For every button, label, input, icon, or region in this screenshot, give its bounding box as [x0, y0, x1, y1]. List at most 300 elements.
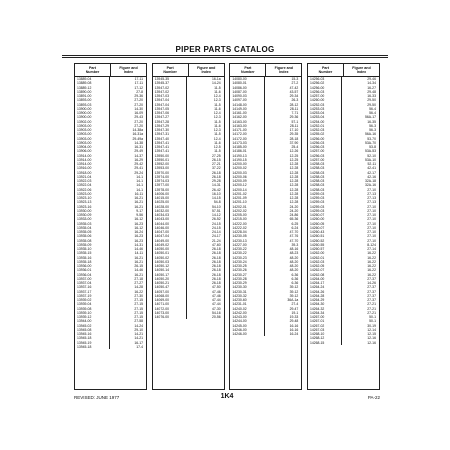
part-number: 14267-00 — [308, 315, 343, 319]
part-number: 14171-00 — [230, 128, 265, 132]
part-number: 13900-00 — [75, 107, 110, 111]
part-number: 13923-10 — [75, 196, 110, 200]
part-number: 13891-00 — [75, 94, 110, 98]
part-number: 14243-00 — [230, 315, 265, 319]
table-row — [308, 341, 379, 345]
column-header — [308, 64, 379, 77]
figure-index: 29-47 — [289, 306, 299, 311]
column-header — [75, 64, 146, 77]
part-number: 14015-00 — [153, 196, 188, 200]
part-number: 14172-00 — [230, 137, 265, 141]
figure-index: 29-46 — [367, 77, 376, 81]
part-number: 14264-32 — [308, 307, 343, 311]
figure-index: 26-18 — [211, 276, 221, 281]
figure-index: 48-20 — [289, 255, 299, 260]
figure-index: 12-28 — [289, 170, 299, 175]
figure-index: 17-12 — [134, 85, 143, 90]
figure-index: 29-50 — [367, 102, 376, 107]
figure-index: 47-50 — [211, 285, 221, 290]
figure-index: 16-09 — [134, 111, 143, 115]
figure-index: 16-23 — [134, 238, 143, 243]
part-number: 13974-03 — [153, 179, 188, 183]
figure-index: 8-124 — [367, 242, 376, 247]
part-number: 14258-03 — [308, 183, 343, 187]
figure-index: 27-10 — [367, 225, 376, 230]
part-number: 14264-28 — [308, 294, 343, 298]
part-number: 13947-03 — [153, 94, 188, 98]
part-number: 13923-16 — [75, 205, 110, 209]
figure-index: 14-1 — [136, 174, 143, 179]
figure-index: 26-15 — [211, 157, 221, 162]
part-number: 13889-08 — [75, 81, 110, 85]
figure-index: 42-41 — [367, 166, 376, 171]
part-number: 14173-03 — [230, 141, 265, 145]
part-number: 14259-03 — [308, 205, 343, 209]
part-number: 13893-03 — [75, 103, 110, 107]
figure-index: 11-6 — [214, 140, 221, 145]
part-number: 14172-00 — [230, 132, 265, 136]
figure-index: 12-28 — [289, 196, 299, 200]
figure-index: 27-10 — [367, 234, 376, 239]
part-number: 13947-04 — [153, 98, 188, 102]
part-number: 14256-03 — [308, 77, 343, 81]
figure-index: 16-31 — [134, 145, 143, 149]
figure-index: 16-11 — [134, 191, 143, 196]
figure-index: 29-49 — [134, 149, 143, 154]
part-number: 13939-04 — [75, 302, 110, 306]
part-number: 14260-07 — [308, 213, 343, 217]
figure-index: 16-35 — [367, 119, 376, 124]
figure-index: 20-56 — [211, 315, 221, 319]
figure-index: 14-24 — [211, 81, 221, 86]
figure-index: 36A-1a — [287, 298, 299, 302]
figure-index: 53-70 — [367, 136, 376, 141]
figure-index: 12-25 — [289, 157, 299, 162]
part-number: 14050-21 — [153, 281, 188, 285]
figure-index: 16-23 — [134, 234, 143, 239]
part-number: 14257-00 — [308, 158, 343, 162]
figure-index: 12-25 — [289, 153, 299, 158]
figure-index: 56-4 — [369, 106, 376, 111]
figure-index: 16-21 — [134, 259, 143, 264]
figure-index: 14-28 — [134, 285, 143, 290]
catalog-title: PIPER PARTS CATALOG — [175, 45, 275, 54]
figure-index: 47-60 — [211, 242, 221, 247]
part-number: 14047-00 — [153, 230, 188, 234]
rows-column-4 — [308, 77, 379, 345]
part-number: 14162-00 — [230, 115, 265, 119]
figure-index: 16-21 — [134, 204, 143, 209]
figure-index: 50-1 — [369, 319, 376, 324]
part-number: 13937-04 — [75, 281, 110, 285]
figure-index: 11-6 — [214, 123, 221, 128]
part-number: 14202-01 — [230, 205, 265, 209]
figure-index: 14-1 — [136, 183, 143, 188]
part-number: 13935-15 — [75, 251, 110, 255]
part-number: 14222-00 — [230, 222, 265, 226]
part-number: 14258-03 — [308, 188, 343, 192]
part-number: 14257-00 — [308, 149, 343, 153]
figure-index: 42-16 — [367, 174, 376, 179]
figure-index: 6-36 — [291, 281, 299, 285]
figure-index: 21-24 — [211, 238, 221, 243]
part-number: 14258-03 — [308, 162, 343, 166]
part-number: 14230-25 — [230, 264, 265, 268]
figure-index: 48-20 — [289, 268, 299, 273]
figure-index: 39-12 — [289, 285, 299, 290]
part-number: 13974-00 — [153, 175, 188, 179]
figure-index: 28-12 — [289, 102, 299, 107]
part-number: 14148-00 — [230, 103, 265, 107]
figure-index: 28-18 — [289, 136, 299, 141]
part-number: 13947-02 — [153, 86, 188, 90]
figure-index-header: Figure and Index — [119, 65, 138, 74]
figure-index: 17-11 — [134, 77, 143, 81]
part-number: 13977-00 — [153, 183, 188, 187]
part-number: 13923-00 — [75, 192, 110, 196]
part-number: 14050-12 — [153, 264, 188, 268]
figure-index: 24-20 — [289, 208, 299, 213]
figure-index: 27-2 — [291, 81, 299, 86]
part-number: 13939-08 — [75, 307, 110, 311]
figure-index: 27-27 — [134, 281, 143, 285]
part-number: 13936-00 — [75, 264, 110, 268]
figure-index: 16-22 — [134, 289, 143, 294]
figure-index: 27-25 — [211, 153, 221, 158]
figure-index: 16-16 — [289, 327, 299, 332]
figure-index: 12-28 — [289, 187, 299, 192]
parts-column-4 — [307, 63, 380, 390]
figure-index: 12-28 — [289, 179, 299, 183]
figure-index: 11-5 — [214, 85, 221, 90]
part-number: 13935-16 — [75, 256, 110, 260]
part-number: 14047-04 — [153, 234, 188, 238]
figure-index: 29-10 — [134, 327, 143, 332]
part-number: 13945-08 — [75, 328, 110, 332]
figure-index: 12-26 — [289, 149, 299, 154]
figure-index: 17-11 — [134, 81, 143, 86]
figure-index: 37-90 — [289, 140, 299, 145]
figure-index: 39-3 — [291, 242, 299, 247]
figure-index: 6-25 — [291, 221, 299, 226]
part-number: 14080-00 — [230, 77, 265, 81]
part-number: 13914-00 — [75, 154, 110, 158]
figure-index: 9-17 — [136, 208, 143, 213]
part-number: 13935-18 — [75, 260, 110, 264]
part-number: 14264-29 — [308, 298, 343, 302]
figure-index: 16-12 — [134, 225, 143, 230]
part-number: 14080-01 — [230, 81, 265, 85]
part-number: 13935-10 — [75, 247, 110, 251]
part-number: 13939-10 — [75, 311, 110, 315]
part-number: 14268-10 — [308, 332, 343, 336]
figure-index: 9-56 — [136, 213, 143, 217]
part-number: 14230-60 — [230, 298, 265, 302]
figure-index: 47-30 — [211, 306, 221, 311]
part-number: 14050-03 — [153, 260, 188, 264]
part-number: 14050-14 — [153, 268, 188, 272]
part-number: 14257-00 — [308, 94, 343, 98]
part-number: 14073-00 — [153, 311, 188, 315]
part-number: 13930-09 — [75, 213, 110, 217]
part-number: 13950-00 — [153, 154, 188, 158]
part-number: 13906-00 — [75, 149, 110, 153]
figure-index: 27-15 — [134, 315, 143, 319]
part-number: 14163-00 — [230, 124, 265, 128]
figure-index: 39-12 — [289, 289, 299, 294]
figure-index: 27-15 — [134, 302, 143, 307]
part-number: 13935-04 — [75, 226, 110, 230]
figure-index: 6-36 — [291, 276, 299, 281]
figure-index: 26-18 — [211, 264, 221, 268]
figure-index: 27-58 — [134, 319, 143, 324]
figure-index: 56A-16 — [365, 132, 376, 137]
part-number: 13947-04 — [153, 103, 188, 107]
part-number: 13947-06 — [153, 111, 188, 115]
part-number: 14069-00 — [153, 298, 188, 302]
part-number: 13947-31 — [153, 132, 188, 136]
figure-index: 12-4 — [213, 94, 221, 98]
figure-index: 29-41 — [134, 166, 143, 171]
figure-index: 16-10 — [211, 191, 221, 196]
part-number: 14262-05 — [308, 264, 343, 268]
figure-index: 12-3 — [213, 115, 221, 120]
part-number: 14028-00 — [153, 205, 188, 209]
part-number: 13889-12 — [75, 86, 110, 90]
part-number: 14200-12 — [230, 183, 265, 187]
part-number: 14050-01 — [153, 251, 188, 255]
figure-index: 16-22 — [367, 251, 376, 256]
figure-index: 24-15 — [211, 221, 221, 226]
figure-index: 17-10 — [289, 128, 299, 132]
part-number: 13947-40 — [153, 137, 188, 141]
part-number: 14256-00 — [308, 86, 343, 90]
figure-index: 16-21 — [134, 255, 143, 260]
part-number: 14200-06 — [230, 175, 265, 179]
part-number: 14050-00 — [153, 247, 188, 251]
figure-index: 12-28 — [289, 174, 299, 179]
part-number: 14253-04 — [308, 111, 343, 115]
figure-index: 25-4 — [291, 145, 299, 149]
figure-index: 27-13 — [367, 191, 376, 196]
part-number: 14200-03 — [230, 171, 265, 175]
part-number: 14050-47 — [153, 285, 188, 289]
part-number: 13893-00 — [75, 98, 110, 102]
figure-index: 26-18 — [211, 251, 221, 256]
part-number: 13945-02 — [75, 324, 110, 328]
page-number: PA-22 — [367, 395, 380, 400]
figure-index: 43-57 — [289, 89, 299, 94]
part-number: 13903-00 — [75, 141, 110, 145]
figure-index: 24-15 — [211, 225, 221, 230]
parts-column-1 — [74, 63, 147, 390]
part-number: 13903-00 — [75, 137, 110, 141]
part-number: 13903-00 — [75, 128, 110, 132]
figure-index: 27-37 — [367, 276, 376, 281]
figure-index: 26-18 — [211, 281, 221, 285]
part-number: 14215-00 — [230, 217, 265, 221]
part-number: 14252-01 — [308, 124, 343, 128]
figure-index: 54-8 — [213, 200, 221, 205]
figure-index: 27-13 — [367, 200, 376, 205]
figure-index: 26-3 — [291, 98, 299, 103]
column-header — [230, 64, 301, 77]
figure-index: 47-46 — [211, 289, 221, 294]
figure-index: 24-20 — [289, 204, 299, 209]
part-number: 14050-02 — [153, 256, 188, 260]
figure-index: 27-10 — [367, 187, 376, 192]
part-number: 14201-02 — [230, 192, 265, 196]
figure-index: 19-1 — [291, 310, 299, 315]
figure-index: 26-18 — [211, 268, 221, 273]
figure-index: 16-31a — [132, 132, 143, 137]
part-number: 14256-03 — [308, 154, 343, 158]
figure-index: 14-12 — [211, 213, 221, 217]
figure-index: 29-24 — [134, 170, 143, 175]
part-number: 14267-02 — [308, 324, 343, 328]
figure-index: 12-28 — [289, 162, 299, 166]
part-number: 14230-29 — [230, 281, 265, 285]
figure-index: 26-18 — [211, 255, 221, 260]
figure-index: 26-52 — [211, 217, 221, 222]
part-number: 13903-00 — [75, 124, 110, 128]
figure-index: 56-3 — [369, 128, 376, 132]
figure-index: 11-5 — [214, 149, 221, 154]
figure-index: 53A-53 — [365, 149, 376, 154]
part-number: 14242-00 — [230, 311, 265, 315]
part-number: 13945-19 — [75, 341, 110, 345]
figure-index: 14-1 — [136, 187, 143, 192]
figure-index: 14-24 — [134, 323, 143, 328]
part-number: 14032-00 — [153, 209, 188, 213]
part-number: 14255-02 — [308, 132, 343, 136]
part-number: 14230-31 — [230, 290, 265, 294]
part-number: 14071-00 — [153, 302, 188, 306]
figure-index: 11-5 — [214, 102, 221, 107]
figure-index: 57-51 — [211, 208, 221, 213]
figure-index: 37-22 — [211, 166, 221, 171]
part-number: 14086-00 — [230, 86, 265, 90]
figure-index: 27-37 — [367, 289, 376, 294]
figure-index: 53A-70 — [365, 140, 376, 145]
part-number: 14072-00 — [153, 307, 188, 311]
part-number: 13900-00 — [75, 115, 110, 119]
part-number: 13937-16 — [75, 285, 110, 289]
rows-column-1 — [75, 77, 146, 349]
figure-index: 14-1 — [136, 179, 143, 183]
figure-index: 14-30 — [134, 106, 143, 111]
figure-index: 54-10 — [211, 204, 221, 209]
part-number: 14262-07 — [308, 268, 343, 272]
figure-index: 27-15 — [134, 310, 143, 315]
part-number: 14264-00 — [308, 277, 343, 281]
figure-index: 27-37 — [367, 298, 376, 302]
figure-index: 12-4 — [213, 111, 221, 115]
part-number: 14246-00 — [230, 328, 265, 332]
figure-index: 27-10 — [367, 213, 376, 217]
part-number: 14043-00 — [153, 217, 188, 221]
part-number: 14200-09 — [230, 179, 265, 183]
figure-index: 27-21 — [367, 310, 376, 315]
figure-index: 16-21 — [134, 272, 143, 277]
part-number: 14190-15 — [230, 158, 265, 162]
part-number: 14230-22 — [230, 251, 265, 255]
part-number: 14244-00 — [230, 319, 265, 323]
part-number: 14050-20 — [153, 277, 188, 281]
part-number: 13947-30 — [153, 128, 188, 132]
part-number: 13922-06 — [75, 188, 110, 192]
figure-index: 32A-16 — [365, 183, 376, 188]
part-number: 13890-00 — [75, 90, 110, 94]
figure-index: 14-46 — [134, 268, 143, 273]
figure-index: 26-18 — [211, 174, 221, 179]
part-number: 14246-00 — [230, 332, 265, 336]
part-number: 13902-00 — [75, 120, 110, 124]
figure-index: 12-3 — [213, 98, 221, 103]
part-number: 14044-00 — [153, 222, 188, 226]
part-number: 14260-43 — [308, 230, 343, 234]
part-number: 14161-00 — [230, 111, 265, 115]
part-number: 14268-15 — [308, 341, 343, 345]
part-number: 14258-03 — [308, 171, 343, 175]
figure-index: 29-36 — [134, 94, 143, 98]
part-number: 13978-00 — [153, 188, 188, 192]
part-number: 14245-00 — [230, 324, 265, 328]
part-number: 13900-00 — [75, 111, 110, 115]
part-number: 14256-00 — [308, 137, 343, 141]
part-number: 13930-00 — [75, 209, 110, 213]
part-number: 13950-01 — [153, 158, 188, 162]
figure-index: 14-38 — [134, 140, 143, 145]
part-number-header: Part Number — [75, 64, 111, 76]
part-number: 13916-00 — [75, 166, 110, 170]
figure-index: 47-70 — [289, 230, 299, 234]
parts-column-3 — [229, 63, 302, 390]
figure-index: 27-4 — [291, 302, 299, 307]
section-number: 1K4 — [220, 393, 234, 400]
figure-index: 48-23 — [289, 251, 299, 256]
figure-index: 27-20 — [134, 123, 143, 128]
part-number: 14260-00 — [308, 217, 343, 221]
figure-index: 26-18 — [211, 272, 221, 277]
figure-index: 27-15 — [134, 298, 143, 302]
part-number: 13936-01 — [75, 268, 110, 272]
parts-tables — [74, 63, 380, 390]
part-number: 14254-00 — [308, 120, 343, 124]
figure-index: 12-16 — [367, 336, 376, 341]
part-number: 14046-00 — [153, 226, 188, 230]
figure-index: 16-22 — [367, 255, 376, 260]
figure-index: 47-76 — [289, 234, 299, 239]
figure-index: 24-14 — [211, 230, 221, 234]
figure-index: 16-21 — [134, 196, 143, 200]
figure-index: 16-27 — [367, 85, 376, 90]
figure-index: 12-3 — [213, 128, 221, 132]
part-number: 14256-03 — [308, 141, 343, 145]
figure-index: 47-42 — [289, 85, 299, 90]
part-number: 13953-00 — [153, 166, 188, 170]
figure-index: 47-46 — [211, 293, 221, 298]
part-number: 14260-55 — [308, 243, 343, 247]
part-number: 13937-17 — [75, 290, 110, 294]
part-number: 14076-00 — [153, 315, 188, 319]
part-number: 13945-16 — [75, 332, 110, 336]
part-number: 14256-03 — [308, 145, 343, 149]
part-number: 13933-00 — [75, 217, 110, 221]
figure-index: 16-22 — [367, 272, 376, 277]
figure-index: 16-22 — [367, 259, 376, 264]
figure-index: 26-18 — [211, 247, 221, 251]
